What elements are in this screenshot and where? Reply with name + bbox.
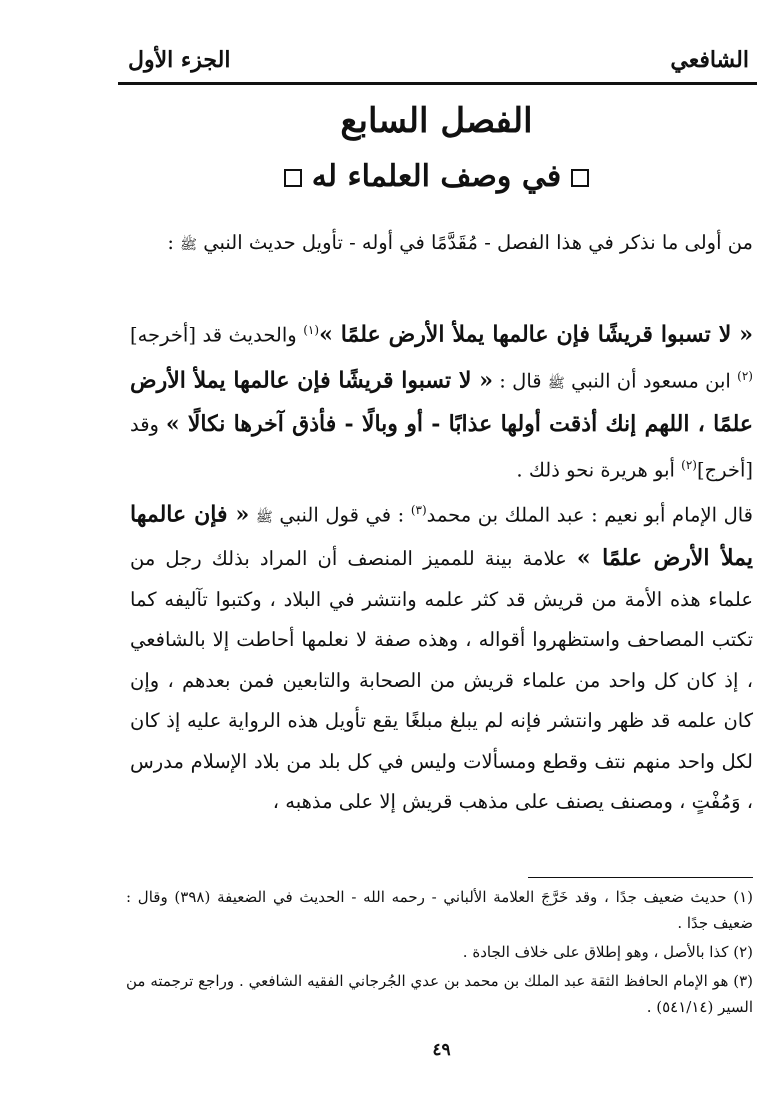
paragraph-text: وقد [أخرج]: [130, 413, 753, 482]
chapter-subtitle-text: في وصف العلماء له: [311, 159, 562, 194]
paragraph-text: :: [167, 231, 181, 254]
paragraph-hadith: [130, 310, 753, 491]
footnote-ref[interactable]: (١): [303, 323, 320, 337]
paragraph-text: من أولى ما نذكر في هذا الفصل - مُقَدَّمًا في أوله - تأويل حديث النبي: [203, 231, 753, 254]
paragraph-commentary: [130, 490, 753, 823]
footnotes: [126, 884, 753, 1023]
hadith-quote: « لا تسبوا قريشًا فإن عالمها يملأ الأرض علمًا ، اللهم إنك أذقت أولها عذابًا - أو وبالًا - فأذق آخرها نكالًا »: [130, 367, 753, 437]
paragraph-text: قال الإمام أبو نعيم : عبد الملك بن محمد: [426, 503, 754, 527]
footnote-ref[interactable]: (٢): [737, 368, 753, 383]
page-number: ٤٩: [432, 1040, 451, 1060]
footnote-ref[interactable]: (٣): [410, 503, 427, 517]
footnote-separator: [528, 877, 753, 878]
header-volume: الجزء الأول: [128, 47, 231, 73]
salla-ligature: ﷺ: [255, 509, 273, 526]
paragraph-intro: [130, 222, 753, 266]
chapter-subtitle: [120, 152, 753, 202]
hadith-quote: « فإن عالمها يملأ الأرض علمًا »: [130, 501, 753, 571]
paragraph-text: علامة بينة للمميز المنصف أن المراد بذلك رجل من علماء هذه الأمة من قريش قد كثر علمه وانتشر في البلاد ، وكتبوا تآليفه كما تكتب المصاحف واستظهروا أقواله ، وهذه صفة لا نعلمها أحاطت إلا بالشافعي ، إذ كان كل واحد من علماء قريش من الصحابة والتابعين فمن بعدهم ، وإن كان علمه قد ظهر وانتشر فإنه لم يبلغ مبلغًا يقع تأويل هذه الرواية عليه إذ كان لكل واحد منهم نتف وقطع ومسألات وليس في كل بلد من بلاد الإسلام مدرس ، وَمُفْتٍ ، ومصنف يصنف على مذهب قريش إلا على مذهبه ،: [130, 547, 753, 813]
paragraph-text: قال :: [492, 369, 548, 392]
footnote-1: (١) حديث ضعيف جدًا ، وقد خَرَّجَ العلامة الألباني - رحمه الله - الحديث في الضعيفة (٣٩٨) وقال : ضعيف جدًا .: [126, 888, 754, 932]
paragraph-text: والحديث قد [أخرجه]: [130, 323, 304, 347]
running-header: [128, 40, 749, 80]
square-ornament-icon: [571, 169, 589, 187]
header-rule: [118, 82, 757, 85]
chapter-title: الفصل السابع: [340, 101, 533, 141]
footnote-ref[interactable]: (٢): [681, 458, 697, 472]
footnote-3: (٣) هو الإمام الحافظ الثقة عبد الملك بن محمد بن عدي الجُرجاني الفقيه الشافعي . وراجع ترجمته من السير (٥٤١/١٤) .: [126, 972, 754, 1016]
header-book-title: الشافعي: [670, 47, 749, 73]
salla-ligature: ﷺ: [547, 375, 565, 391]
paragraph-text: ابن مسعود أن النبي: [564, 369, 738, 392]
hadith-quote: « لا تسبوا قريشًا فإن عالمها يملأ الأرض علمًا »: [319, 321, 753, 348]
paragraph-text: [249, 504, 256, 527]
square-ornament-icon: [284, 169, 302, 187]
salla-ligature: ﷺ: [180, 237, 198, 253]
footnote-2: (٢) كذا بالأصل ، وهو إطلاق على خلاف الجادة .: [462, 943, 753, 961]
paragraph-text: : في قول النبي: [272, 503, 411, 527]
paragraph-text: أبو هريرة نحو ذلك .: [516, 458, 682, 482]
